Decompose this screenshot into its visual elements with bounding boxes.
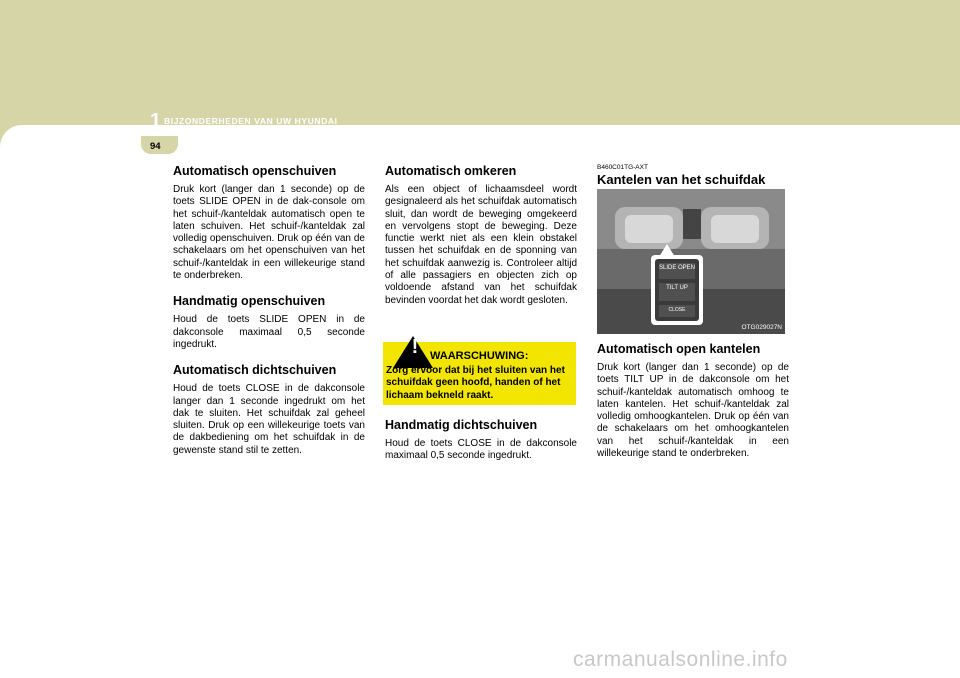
text-auto-open: Druk kort (langer dan 1 seconde) op de toets SLIDE OPEN in de dak-console om het schuif-/kanteldak automatisch open te laten schuiven. Het schuif-/kanteldak zal volledig openschuiven. Druk op één van de schakelaars om het openschuiven van het schuif-/kanteldak in een willekeurige stand te onderbreken. <box>173 184 365 282</box>
chapter-number: 1 <box>150 110 162 132</box>
section-code: B460C01TG-AXT <box>597 164 648 171</box>
sunroof-console-photo <box>597 189 785 334</box>
text-auto-close: Houd de toets CLOSE in de dakconsole langer dan 1 seconde ingedrukt om het dak te sluiten. Het schuifdak zal geheel sluiten. Druk op een willekeurige toets van de dakbediening om het schuifdak in de gewenste stand stil te zetten. <box>173 383 365 456</box>
header-band <box>0 0 960 147</box>
text-auto-tilt: Druk kort (langer dan 1 seconde) op de toets TILT UP in de dakconsole om het schuif-/kanteldak automatisch omhoog te laten kantelen. Het schuif-/kanteldak zal volledig omhoogkantelen. Druk op één van de schakelaars om het omhoogkantelen van het schuif-/kanteldak in een willekeurige stand te onderbreken. <box>597 362 789 460</box>
heading-auto-open: Automatisch openschuiven <box>173 164 337 178</box>
heading-manual-close: Handmatig dichtschuiven <box>385 418 538 432</box>
tilt-up-label: TILT UP <box>666 285 688 291</box>
warning-title: WAARSCHUWING: <box>430 350 529 362</box>
heading-auto-close: Automatisch dichtschuiven <box>173 363 337 378</box>
text-auto-reverse: Als een object of lichaamsdeel wordt gesignaleerd als het schuifdak automatisch sluit, dan wordt de beweging omgekeerd en vervolgens stopt de beweging. Deze functie werkt niet als een klein obstakel tussen het schuifdak en de sponning van het schuifdak aanwezig is. Controleer altijd of alle passagiers en objecten zich op voldoende afstand van het schuifdak bevinden voordat het dak wordt gesloten. <box>385 184 577 306</box>
column-2 <box>385 164 577 319</box>
heading-auto-tilt: Automatisch open kantelen <box>597 342 761 356</box>
slide-open-label: SLIDE OPEN <box>659 265 696 271</box>
text-manual-open: Houd de toets SLIDE OPEN in de dakconsole maximaal 0,5 seconde ingedrukt. <box>173 314 365 350</box>
heading-auto-reverse: Automatisch omkeren <box>385 164 517 178</box>
page-number: 94 <box>150 141 161 152</box>
text-manual-close: Houd de toets CLOSE in de dakconsole maximaal 0,5 seconde ingedrukt. <box>385 438 577 462</box>
chapter-title: BIJZONDERHEDEN VAN UW HYUNDAI <box>164 116 338 126</box>
warning-text: Zorg ervoor dat bij het sluiten van het schuifdak geen hoofd, handen of het lichaam bekneld raakt. <box>386 365 565 401</box>
heading-manual-open: Handmatig openschuiven <box>173 294 326 309</box>
column-3 <box>597 164 789 472</box>
column-1 <box>173 164 365 469</box>
column-2-lower <box>385 418 577 475</box>
section-title: Kantelen van het schuifdak <box>597 172 766 187</box>
warning-exclamation: ! <box>411 336 419 358</box>
photo-caption: OTG029027N <box>741 324 782 331</box>
watermark: carmanualsonline.info <box>573 648 788 671</box>
close-label: CLOSE <box>668 307 686 313</box>
